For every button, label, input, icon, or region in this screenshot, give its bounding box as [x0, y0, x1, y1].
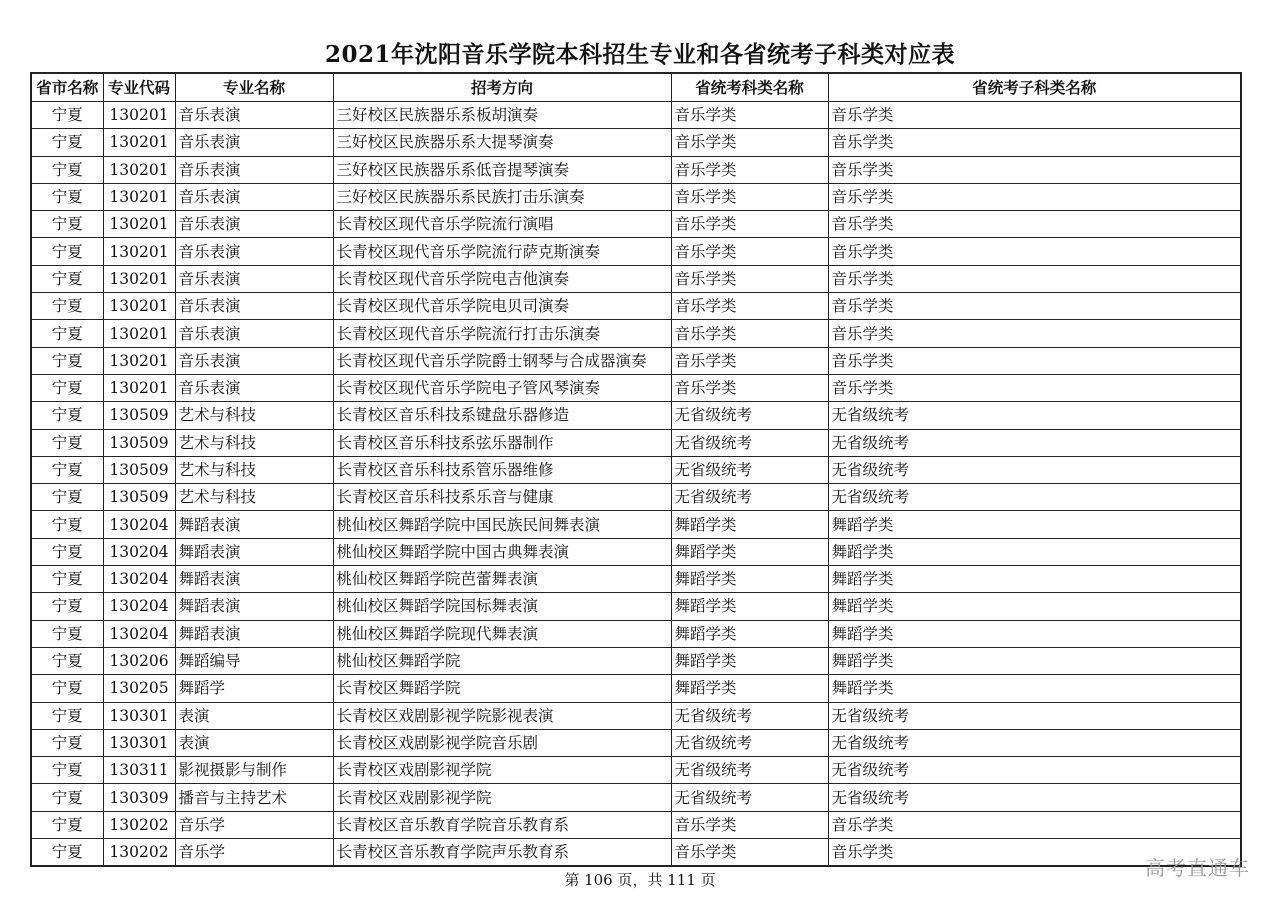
table-header-row: [31, 73, 1241, 102]
table-row: [31, 347, 1241, 374]
cell-subcategory: 舞蹈学类: [828, 593, 1241, 620]
cell-major: 音乐表演: [175, 211, 333, 238]
cell-direction: 长青校区舞蹈学院: [333, 675, 671, 702]
cell-direction: 长青校区现代音乐学院电子管风琴演奏: [333, 374, 671, 401]
cell-code: 130204: [103, 593, 175, 620]
cell-subcategory: 音乐学类: [828, 839, 1241, 867]
cell-province: 宁夏: [31, 729, 103, 756]
cell-major: 艺术与科技: [175, 429, 333, 456]
cell-code: 130201: [103, 265, 175, 292]
table-row: [31, 593, 1241, 620]
cell-major: 音乐学: [175, 811, 333, 838]
table-row: [31, 729, 1241, 756]
cell-code: 130301: [103, 729, 175, 756]
cell-major: 舞蹈表演: [175, 566, 333, 593]
column-header-direction: 招考方向: [333, 73, 671, 102]
cell-category: 音乐学类: [671, 293, 828, 320]
cell-code: 130204: [103, 566, 175, 593]
cell-direction: 桃仙校区舞蹈学院中国民族民间舞表演: [333, 511, 671, 538]
table-row: [31, 647, 1241, 674]
cell-code: 130204: [103, 538, 175, 565]
column-header-category: 省统考科类名称: [671, 73, 828, 102]
cell-province: 宁夏: [31, 784, 103, 811]
cell-major: 音乐表演: [175, 293, 333, 320]
cell-major: 影视摄影与制作: [175, 757, 333, 784]
cell-major: 舞蹈学: [175, 675, 333, 702]
column-header-subcategory: 省统考子科类名称: [828, 73, 1241, 102]
table-row: [31, 402, 1241, 429]
cell-code: 130311: [103, 757, 175, 784]
cell-province: 宁夏: [31, 429, 103, 456]
cell-category: 音乐学类: [671, 238, 828, 265]
cell-direction: 长青校区戏剧影视学院: [333, 784, 671, 811]
cell-major: 音乐学: [175, 839, 333, 867]
cell-category: 音乐学类: [671, 265, 828, 292]
cell-subcategory: 无省级统考: [828, 784, 1241, 811]
cell-province: 宁夏: [31, 511, 103, 538]
cell-major: 音乐表演: [175, 183, 333, 210]
cell-subcategory: 无省级统考: [828, 729, 1241, 756]
cell-code: 130205: [103, 675, 175, 702]
cell-subcategory: 音乐学类: [828, 129, 1241, 156]
cell-major: 音乐表演: [175, 156, 333, 183]
cell-province: 宁夏: [31, 183, 103, 210]
cell-category: 音乐学类: [671, 183, 828, 210]
cell-direction: 桃仙校区舞蹈学院国标舞表演: [333, 593, 671, 620]
cell-direction: 三好校区民族器乐系板胡演奏: [333, 102, 671, 129]
cell-category: 音乐学类: [671, 347, 828, 374]
table-row: [31, 675, 1241, 702]
cell-province: 宁夏: [31, 129, 103, 156]
cell-major: 表演: [175, 702, 333, 729]
cell-direction: 桃仙校区舞蹈学院芭蕾舞表演: [333, 566, 671, 593]
cell-direction: 长青校区音乐科技系管乐器维修: [333, 456, 671, 483]
cell-direction: 长青校区戏剧影视学院音乐剧: [333, 729, 671, 756]
cell-major: 音乐表演: [175, 320, 333, 347]
cell-major: 播音与主持艺术: [175, 784, 333, 811]
cell-code: 130202: [103, 839, 175, 867]
cell-direction: 长青校区现代音乐学院爵士钢琴与合成器演奏: [333, 347, 671, 374]
cell-province: 宁夏: [31, 839, 103, 867]
correspondence-table: [30, 72, 1242, 867]
cell-category: 舞蹈学类: [671, 620, 828, 647]
page-title: 2021年沈阳音乐学院本科招生专业和各省统考子科类对应表: [324, 41, 955, 68]
cell-province: 宁夏: [31, 675, 103, 702]
cell-province: 宁夏: [31, 456, 103, 483]
cell-subcategory: 舞蹈学类: [828, 538, 1241, 565]
cell-major: 音乐表演: [175, 102, 333, 129]
cell-province: 宁夏: [31, 757, 103, 784]
cell-province: 宁夏: [31, 811, 103, 838]
cell-subcategory: 无省级统考: [828, 702, 1241, 729]
cell-subcategory: 无省级统考: [828, 402, 1241, 429]
cell-province: 宁夏: [31, 620, 103, 647]
cell-category: 无省级统考: [671, 729, 828, 756]
cell-subcategory: 无省级统考: [828, 484, 1241, 511]
cell-category: 舞蹈学类: [671, 593, 828, 620]
table-row: [31, 757, 1241, 784]
cell-direction: 长青校区现代音乐学院流行演唱: [333, 211, 671, 238]
cell-subcategory: 音乐学类: [828, 293, 1241, 320]
cell-major: 舞蹈表演: [175, 620, 333, 647]
cell-direction: 长青校区现代音乐学院流行打击乐演奏: [333, 320, 671, 347]
table-row: [31, 484, 1241, 511]
table-row: [31, 211, 1241, 238]
table-row: [31, 265, 1241, 292]
cell-direction: 长青校区现代音乐学院流行萨克斯演奏: [333, 238, 671, 265]
cell-direction: 桃仙校区舞蹈学院中国古典舞表演: [333, 538, 671, 565]
cell-subcategory: 音乐学类: [828, 156, 1241, 183]
cell-direction: 长青校区现代音乐学院电吉他演奏: [333, 265, 671, 292]
cell-code: 130509: [103, 429, 175, 456]
cell-subcategory: 音乐学类: [828, 183, 1241, 210]
cell-province: 宁夏: [31, 538, 103, 565]
column-header-major: 专业名称: [175, 73, 333, 102]
cell-category: 无省级统考: [671, 784, 828, 811]
cell-major: 舞蹈表演: [175, 538, 333, 565]
table-row: [31, 456, 1241, 483]
cell-direction: 三好校区民族器乐系低音提琴演奏: [333, 156, 671, 183]
cell-subcategory: 音乐学类: [828, 102, 1241, 129]
table-row: [31, 129, 1241, 156]
cell-major: 舞蹈表演: [175, 593, 333, 620]
cell-major: 舞蹈编导: [175, 647, 333, 674]
cell-subcategory: 舞蹈学类: [828, 620, 1241, 647]
cell-subcategory: 音乐学类: [828, 374, 1241, 401]
cell-code: 130206: [103, 647, 175, 674]
table-row: [31, 183, 1241, 210]
cell-subcategory: 音乐学类: [828, 265, 1241, 292]
cell-subcategory: 舞蹈学类: [828, 511, 1241, 538]
cell-code: 130201: [103, 156, 175, 183]
cell-major: 艺术与科技: [175, 456, 333, 483]
table-row: [31, 839, 1241, 867]
cell-province: 宁夏: [31, 566, 103, 593]
table-row: [31, 566, 1241, 593]
cell-code: 130509: [103, 456, 175, 483]
cell-province: 宁夏: [31, 593, 103, 620]
cell-direction: 三好校区民族器乐系民族打击乐演奏: [333, 183, 671, 210]
cell-subcategory: 无省级统考: [828, 429, 1241, 456]
cell-subcategory: 无省级统考: [828, 757, 1241, 784]
cell-category: 音乐学类: [671, 129, 828, 156]
cell-code: 130201: [103, 238, 175, 265]
cell-province: 宁夏: [31, 102, 103, 129]
cell-category: 无省级统考: [671, 402, 828, 429]
table-row: [31, 811, 1241, 838]
cell-direction: 长青校区音乐科技系弦乐器制作: [333, 429, 671, 456]
cell-code: 130509: [103, 484, 175, 511]
column-header-code: 专业代码: [103, 73, 175, 102]
cell-subcategory: 舞蹈学类: [828, 675, 1241, 702]
cell-direction: 长青校区音乐教育学院声乐教育系: [333, 839, 671, 867]
cell-province: 宁夏: [31, 293, 103, 320]
cell-province: 宁夏: [31, 647, 103, 674]
cell-category: 舞蹈学类: [671, 647, 828, 674]
cell-category: 音乐学类: [671, 102, 828, 129]
cell-category: 音乐学类: [671, 374, 828, 401]
cell-major: 艺术与科技: [175, 402, 333, 429]
cell-subcategory: 音乐学类: [828, 320, 1241, 347]
cell-subcategory: 舞蹈学类: [828, 566, 1241, 593]
table-row: [31, 374, 1241, 401]
cell-subcategory: 无省级统考: [828, 456, 1241, 483]
cell-code: 130301: [103, 702, 175, 729]
cell-direction: 桃仙校区舞蹈学院现代舞表演: [333, 620, 671, 647]
table-row: [31, 293, 1241, 320]
cell-subcategory: 音乐学类: [828, 347, 1241, 374]
cell-category: 音乐学类: [671, 211, 828, 238]
cell-category: 舞蹈学类: [671, 566, 828, 593]
cell-province: 宁夏: [31, 402, 103, 429]
cell-major: 音乐表演: [175, 238, 333, 265]
cell-direction: 长青校区戏剧影视学院影视表演: [333, 702, 671, 729]
cell-major: 音乐表演: [175, 374, 333, 401]
table-row: [31, 538, 1241, 565]
cell-direction: 长青校区音乐科技系键盘乐器修造: [333, 402, 671, 429]
table-row: [31, 156, 1241, 183]
cell-category: 音乐学类: [671, 320, 828, 347]
cell-province: 宁夏: [31, 484, 103, 511]
cell-category: 无省级统考: [671, 484, 828, 511]
cell-province: 宁夏: [31, 702, 103, 729]
cell-category: 无省级统考: [671, 429, 828, 456]
cell-code: 130201: [103, 129, 175, 156]
cell-direction: 长青校区音乐科技系乐音与健康: [333, 484, 671, 511]
cell-category: 音乐学类: [671, 839, 828, 867]
cell-subcategory: 音乐学类: [828, 238, 1241, 265]
cell-code: 130201: [103, 211, 175, 238]
table-row: [31, 702, 1241, 729]
column-header-province: 省市名称: [31, 73, 103, 102]
cell-direction: 长青校区音乐教育学院音乐教育系: [333, 811, 671, 838]
cell-subcategory: 音乐学类: [828, 811, 1241, 838]
page-footer: 第 106 页，共 111 页: [564, 871, 716, 889]
cell-province: 宁夏: [31, 265, 103, 292]
cell-category: 音乐学类: [671, 156, 828, 183]
cell-province: 宁夏: [31, 238, 103, 265]
cell-code: 130201: [103, 102, 175, 129]
cell-code: 130201: [103, 183, 175, 210]
cell-major: 音乐表演: [175, 265, 333, 292]
cell-category: 舞蹈学类: [671, 511, 828, 538]
cell-code: 130309: [103, 784, 175, 811]
cell-subcategory: 舞蹈学类: [828, 647, 1241, 674]
cell-direction: 长青校区现代音乐学院电贝司演奏: [333, 293, 671, 320]
cell-category: 舞蹈学类: [671, 675, 828, 702]
cell-category: 无省级统考: [671, 757, 828, 784]
cell-category: 无省级统考: [671, 456, 828, 483]
cell-direction: 长青校区戏剧影视学院: [333, 757, 671, 784]
cell-code: 130202: [103, 811, 175, 838]
table-row: [31, 320, 1241, 347]
cell-direction: 三好校区民族器乐系大提琴演奏: [333, 129, 671, 156]
cell-subcategory: 音乐学类: [828, 211, 1241, 238]
table-row: [31, 429, 1241, 456]
cell-province: 宁夏: [31, 374, 103, 401]
cell-province: 宁夏: [31, 211, 103, 238]
cell-category: 音乐学类: [671, 811, 828, 838]
table-row: [31, 620, 1241, 647]
cell-code: 130204: [103, 620, 175, 647]
cell-direction: 桃仙校区舞蹈学院: [333, 647, 671, 674]
table-row: [31, 784, 1241, 811]
watermark-text: 高考直通车: [1145, 856, 1250, 880]
cell-major: 音乐表演: [175, 129, 333, 156]
cell-province: 宁夏: [31, 347, 103, 374]
cell-major: 艺术与科技: [175, 484, 333, 511]
cell-category: 无省级统考: [671, 702, 828, 729]
cell-major: 表演: [175, 729, 333, 756]
cell-major: 音乐表演: [175, 347, 333, 374]
cell-code: 130201: [103, 293, 175, 320]
cell-category: 舞蹈学类: [671, 538, 828, 565]
cell-code: 130201: [103, 374, 175, 401]
cell-code: 130204: [103, 511, 175, 538]
cell-code: 130201: [103, 320, 175, 347]
cell-code: 130509: [103, 402, 175, 429]
cell-code: 130201: [103, 347, 175, 374]
cell-province: 宁夏: [31, 320, 103, 347]
cell-major: 舞蹈表演: [175, 511, 333, 538]
table-row: [31, 102, 1241, 129]
cell-province: 宁夏: [31, 156, 103, 183]
table-row: [31, 511, 1241, 538]
table-row: [31, 238, 1241, 265]
